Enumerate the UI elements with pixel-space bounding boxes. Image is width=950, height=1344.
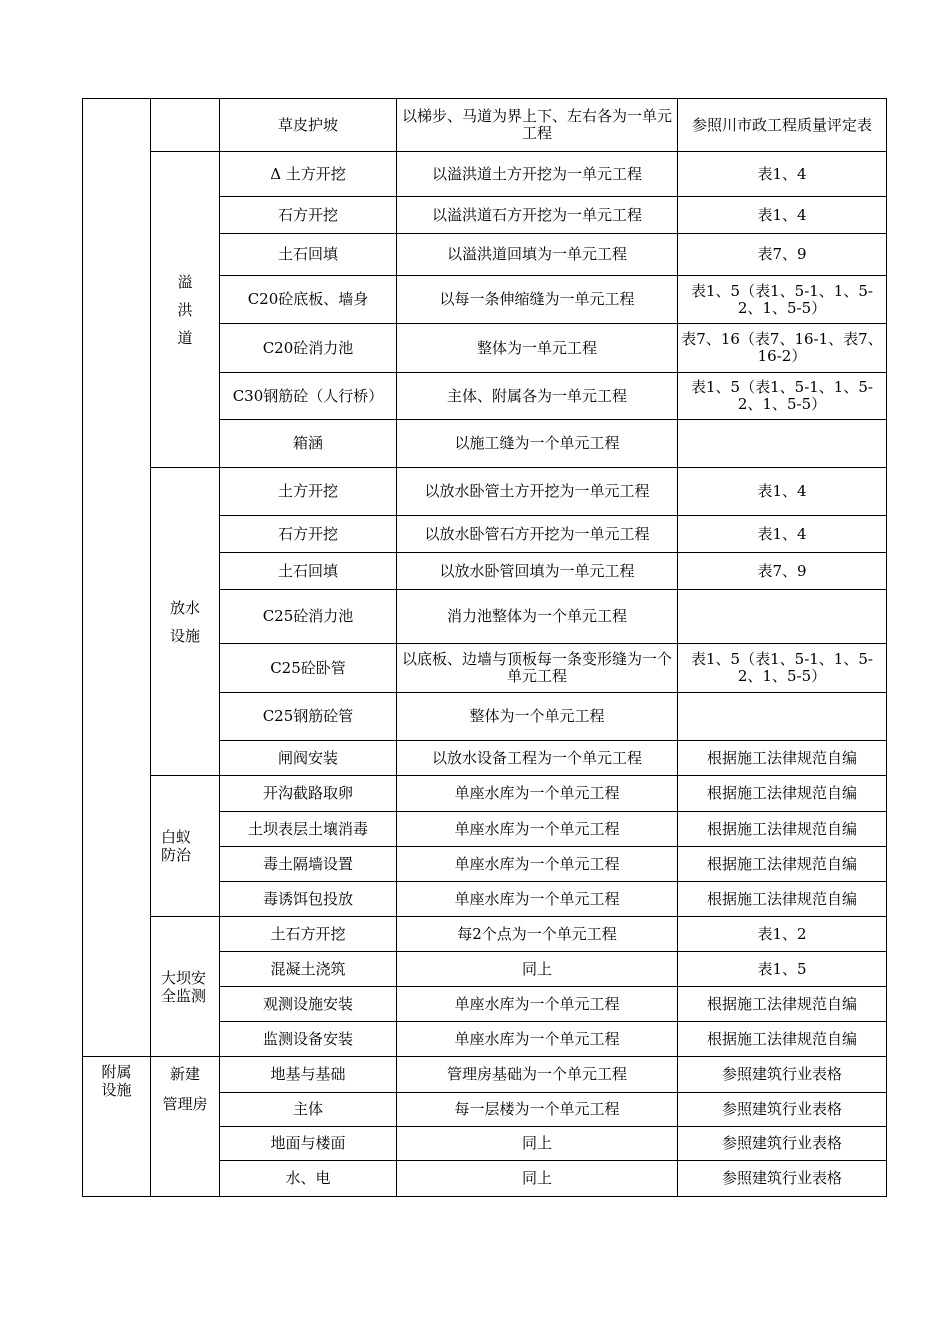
division-cell: 以放水卧管石方开挖为一单元工程 bbox=[397, 516, 678, 553]
item-cell: C30钢筋砼（人行桥） bbox=[220, 373, 397, 420]
division-cell: 每一层楼为一个单元工程 bbox=[397, 1093, 678, 1127]
table-body bbox=[83, 99, 887, 1197]
group-cell: 白蚁 防治 bbox=[151, 776, 220, 917]
standard-cell: 表1、4 bbox=[678, 152, 887, 197]
standard-cell: 根据施工法律规范自编 bbox=[678, 812, 887, 847]
division-cell: 以每一条伸缩缝为一单元工程 bbox=[397, 276, 678, 324]
standard-cell: 表1、2 bbox=[678, 917, 887, 952]
table-row bbox=[83, 917, 887, 952]
division-cell: 单座水库为一个单元工程 bbox=[397, 847, 678, 882]
division-cell: 以放水卧管土方开挖为一单元工程 bbox=[397, 468, 678, 516]
division-cell: 以放水设备工程为一个单元工程 bbox=[397, 741, 678, 776]
item-cell: 闸阀安装 bbox=[220, 741, 397, 776]
standard-cell: 表7、9 bbox=[678, 553, 887, 590]
standard-cell: 参照建筑行业表格 bbox=[678, 1127, 887, 1161]
item-cell: 监测设备安装 bbox=[220, 1022, 397, 1057]
item-cell: 土坝表层土壤消毒 bbox=[220, 812, 397, 847]
standard-cell: 表7、9 bbox=[678, 234, 887, 276]
category-cell bbox=[83, 99, 151, 1057]
table-row bbox=[83, 152, 887, 197]
table-row bbox=[83, 99, 887, 152]
standard-cell bbox=[678, 420, 887, 468]
item-cell: 石方开挖 bbox=[220, 197, 397, 234]
standard-cell bbox=[678, 590, 887, 644]
standard-cell: 表1、5（表1、5-1、1、5-2、1、5-5） bbox=[678, 644, 887, 693]
item-cell: 水、电 bbox=[220, 1161, 397, 1197]
standard-cell: 根据施工法律规范自编 bbox=[678, 987, 887, 1022]
item-cell: C20砼底板、墙身 bbox=[220, 276, 397, 324]
item-cell: 草皮护坡 bbox=[220, 99, 397, 152]
division-cell: 单座水库为一个单元工程 bbox=[397, 987, 678, 1022]
division-cell: 每2个点为一个单元工程 bbox=[397, 917, 678, 952]
item-cell: 混凝土浇筑 bbox=[220, 952, 397, 987]
item-cell: 土方开挖 bbox=[220, 468, 397, 516]
category-cell-fushu: 附属 设施 bbox=[83, 1057, 151, 1197]
unit-division-table bbox=[82, 98, 887, 1197]
division-cell: 以施工缝为一个单元工程 bbox=[397, 420, 678, 468]
standard-cell: 参照建筑行业表格 bbox=[678, 1057, 887, 1093]
division-cell: 以溢洪道回填为一单元工程 bbox=[397, 234, 678, 276]
standard-cell: 根据施工法律规范自编 bbox=[678, 776, 887, 812]
group-cell: 大坝安 全监测 bbox=[151, 917, 220, 1057]
standard-cell: 表1、5 bbox=[678, 952, 887, 987]
division-cell: 同上 bbox=[397, 952, 678, 987]
division-cell: 以溢洪道石方开挖为一单元工程 bbox=[397, 197, 678, 234]
group-cell: 溢 洪 道 bbox=[151, 152, 220, 468]
item-cell: 毒土隔墙设置 bbox=[220, 847, 397, 882]
standard-cell bbox=[678, 693, 887, 741]
division-cell: 单座水库为一个单元工程 bbox=[397, 776, 678, 812]
item-cell: 土石回填 bbox=[220, 553, 397, 590]
group-cell: 放水 设施 bbox=[151, 468, 220, 776]
item-cell: C25砼卧管 bbox=[220, 644, 397, 693]
table-row bbox=[83, 1057, 887, 1093]
division-cell: 以底板、边墙与顶板每一条变形缝为一个单元工程 bbox=[397, 644, 678, 693]
item-cell: 土石回填 bbox=[220, 234, 397, 276]
item-cell: C20砼消力池 bbox=[220, 324, 397, 373]
item-cell: 地面与楼面 bbox=[220, 1127, 397, 1161]
division-cell: 主体、附属各为一单元工程 bbox=[397, 373, 678, 420]
item-cell: C25砼消力池 bbox=[220, 590, 397, 644]
table-row bbox=[83, 776, 887, 812]
division-cell: 单座水库为一个单元工程 bbox=[397, 1022, 678, 1057]
standard-cell: 表1、5（表1、5-1、1、5-2、1、5-5） bbox=[678, 373, 887, 420]
group-cell bbox=[151, 99, 220, 152]
standard-cell: 表1、4 bbox=[678, 468, 887, 516]
standard-cell: 根据施工法律规范自编 bbox=[678, 741, 887, 776]
division-cell: 以溢洪道土方开挖为一单元工程 bbox=[397, 152, 678, 197]
standard-cell: 参照建筑行业表格 bbox=[678, 1093, 887, 1127]
item-cell: C25钢筋砼管 bbox=[220, 693, 397, 741]
standard-cell: 表7、16（表7、16-1、表7、16-2） bbox=[678, 324, 887, 373]
division-cell: 以梯步、马道为界上下、左右各为一单元工程 bbox=[397, 99, 678, 152]
item-cell: Δ 土方开挖 bbox=[220, 152, 397, 197]
division-cell: 管理房基础为一个单元工程 bbox=[397, 1057, 678, 1093]
standard-cell: 根据施工法律规范自编 bbox=[678, 847, 887, 882]
division-cell: 单座水库为一个单元工程 bbox=[397, 882, 678, 917]
standard-cell: 表1、4 bbox=[678, 516, 887, 553]
division-cell: 同上 bbox=[397, 1161, 678, 1197]
division-cell: 以放水卧管回填为一单元工程 bbox=[397, 553, 678, 590]
division-cell: 整体为一个单元工程 bbox=[397, 693, 678, 741]
standard-cell: 根据施工法律规范自编 bbox=[678, 882, 887, 917]
item-cell: 主体 bbox=[220, 1093, 397, 1127]
division-cell: 同上 bbox=[397, 1127, 678, 1161]
division-cell: 整体为一单元工程 bbox=[397, 324, 678, 373]
item-cell: 箱涵 bbox=[220, 420, 397, 468]
item-cell: 地基与基础 bbox=[220, 1057, 397, 1093]
item-cell: 石方开挖 bbox=[220, 516, 397, 553]
standard-cell: 参照建筑行业表格 bbox=[678, 1161, 887, 1197]
item-cell: 开沟截路取卵 bbox=[220, 776, 397, 812]
division-cell: 消力池整体为一个单元工程 bbox=[397, 590, 678, 644]
group-cell: 新建 管理房 bbox=[151, 1057, 220, 1197]
standard-cell: 表1、5（表1、5-1、1、5-2、1、5-5） bbox=[678, 276, 887, 324]
standard-cell: 表1、4 bbox=[678, 197, 887, 234]
item-cell: 毒诱饵包投放 bbox=[220, 882, 397, 917]
item-cell: 土石方开挖 bbox=[220, 917, 397, 952]
standard-cell: 参照川市政工程质量评定表 bbox=[678, 99, 887, 152]
table-row bbox=[83, 468, 887, 516]
division-cell: 单座水库为一个单元工程 bbox=[397, 812, 678, 847]
standard-cell: 根据施工法律规范自编 bbox=[678, 1022, 887, 1057]
item-cell: 观测设施安装 bbox=[220, 987, 397, 1022]
